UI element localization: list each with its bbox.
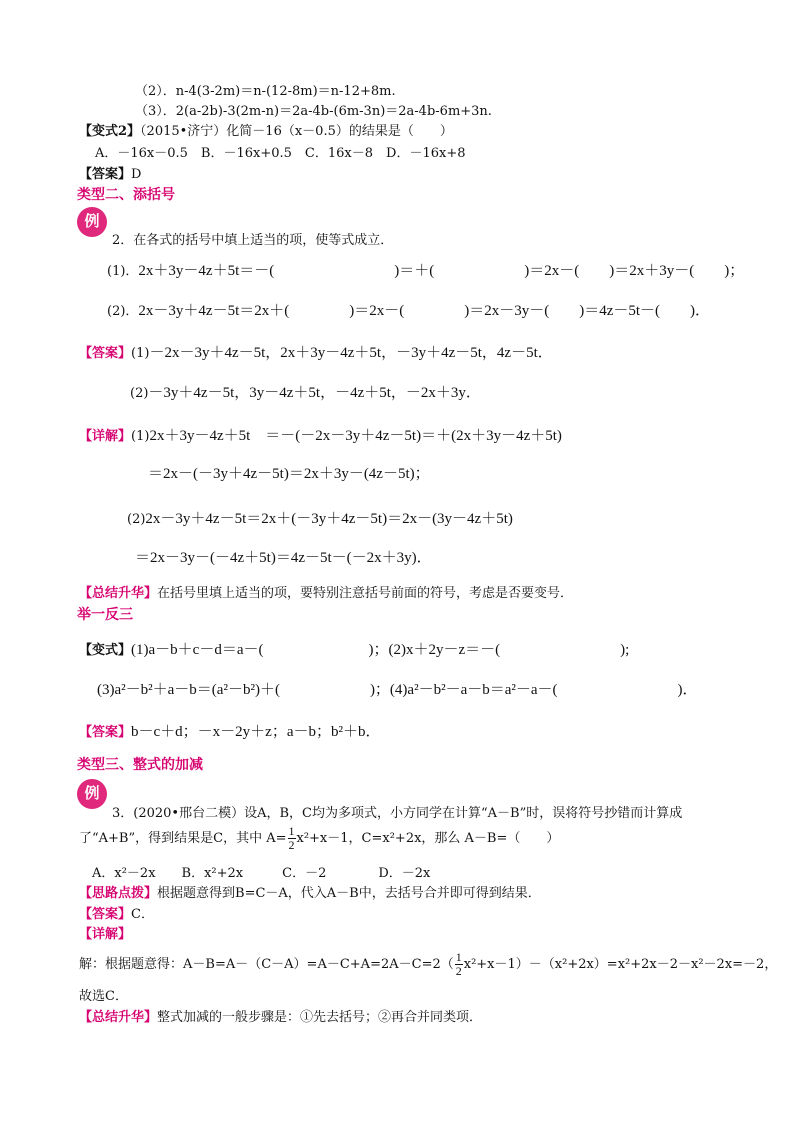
answer2-label: (2) (130, 386, 149, 401)
practice-heading: 举一反三 (77, 607, 133, 623)
example-badge-icon: 例 (77, 207, 107, 237)
type2-detail-2: ＝2x－(－3y＋4z－5t)＝2x＋3y－(4z－5t)； (148, 466, 430, 482)
top-line-2: （2）．n-4(3-2m)＝n-(12-8m)＝n-12+8m. (135, 84, 396, 99)
answer-tag: 【答案】 (79, 907, 132, 922)
variant-tag: 【变式】 (79, 643, 132, 658)
practice-answer-text: b－c＋d；－x－2y＋z；a－b；b²＋b． (131, 724, 381, 740)
type2-part1 (107, 259, 744, 280)
type2-question: 2．在各式的括号中填上适当的项，使等式成立． (112, 233, 394, 248)
variant2-tag: 【变式2】 (79, 124, 141, 139)
variant2-answer (79, 163, 141, 182)
answer-tag: 【答案】 (79, 167, 132, 182)
type2-answer-1 (79, 341, 553, 362)
fraction-denominator: 2 (455, 964, 462, 978)
type3-detail-tag: 【详解】 (79, 927, 132, 942)
detail3-text: 2x－3y＋4z－5t＝2x＋(－3y＋4z－5t)＝2x－(3y－4z＋5t) (145, 511, 513, 527)
variant2-text: （2015•济宁）化简－16（x－0.5）的结果是（ ） (140, 124, 453, 139)
practice-answer (79, 720, 381, 741)
type3-heading: 类型三、整式的加减 (77, 757, 203, 773)
type3-summary (79, 1006, 482, 1025)
variant2-options: A．－16x－0.5 B．－16x+0.5 C．16x－8 D．－16x+8 (95, 146, 466, 161)
variant-line-1: (1)a－b＋c－d＝a－( )；(2)x＋2y－z＝－( ); (131, 642, 630, 658)
fraction-half (455, 951, 463, 978)
detail1-label: (1) (131, 429, 150, 444)
fraction-numerator: 1 (455, 950, 462, 964)
answer1-text: －2x－3y＋4z－5t，2x＋3y－4z＋5t，－3y＋4z－5t，4z－5t． (149, 345, 553, 361)
detail-tag: 【详解】 (79, 429, 132, 444)
summary-tag: 【总结升华】 (79, 1010, 158, 1025)
type3-hint (79, 882, 541, 901)
answer-value: D (131, 167, 142, 182)
variant2-question (79, 120, 453, 139)
type2-heading: 类型二、添括号 (77, 187, 175, 203)
type3-answer (79, 903, 154, 922)
summary-text: 整式加减的一般步骤是：①先去括号；②再合并同类项． (157, 1010, 483, 1025)
type2-detail-4: ＝2x－3y－(－4z＋5t)＝4z－5t－(－2x＋3y)． (135, 550, 432, 566)
hint-tag: 【思路点拨】 (79, 886, 158, 901)
type3-solution (79, 951, 777, 978)
answer-tag: 【答案】 (79, 346, 132, 361)
answer1-label: (1) (131, 346, 150, 361)
answer-value: C． (131, 907, 154, 922)
answer2-text: －3y＋4z－5t，3y－4z＋5t，－4z＋5t，－2x＋3y． (148, 385, 481, 401)
type3-options: A．x²－2x B．x²+2x C．－2 D．－2x (92, 866, 431, 881)
type2-part2 (107, 299, 710, 320)
type3-choice: 故选C． (79, 989, 128, 1004)
type2-answer-2 (130, 381, 481, 402)
type2-summary (79, 582, 573, 601)
type2-detail-3 (127, 507, 513, 528)
part1-label: (1)． (107, 264, 139, 279)
practice-variant-1 (79, 638, 629, 659)
type2-detail-1 (79, 424, 562, 445)
summary-tag: 【总结升华】 (79, 586, 158, 601)
solution-text-b: x²+x－1）－（x²+2x）=x²+2x－2－x²－2x=－2， (463, 957, 778, 972)
part2-equation: 2x－3y＋4z－5t＝2x＋( )＝2x－( )＝2x－3y－( )＝4z－5t－( )． (138, 303, 711, 319)
type3-question-1: 3．(2020•邢台二模）设A，B，C均为多项式，小方同学在计算“A－B”时，误将符号抄错而计算成 (112, 806, 683, 821)
hint-text: 根据题意得到B=C－A，代入A－B中，去括号合并即可得到结果． (157, 886, 541, 901)
example-badge-icon: 例 (77, 779, 107, 809)
top-line-3: （3）．2(a-2b)-3(2m-n)＝2a-4b-(6m-3n)＝2a-4b-6m+3n. (135, 104, 492, 119)
question-text-b: x²+x－1，C=x²+2x，那么 A－B=（ ） (296, 831, 560, 846)
practice-variant-2: (3)a²－b²＋a－b＝(a²－b²)＋( )；(4)a²－b²－a－b＝a²－a－( )． (97, 682, 698, 698)
question-text-a: 了“A+B”，得到结果是C，其中 A= (79, 831, 287, 846)
summary-text: 在括号里填上适当的项，要特别注意括号前面的符号，考虑是否要变号． (157, 586, 574, 601)
solution-text-a: 解：根据题意得：A－B=A－（C－A）=A－C+A=2A－C=2（ (79, 957, 454, 972)
part1-equation: 2x＋3y－4z＋5t＝－( )＝＋( )＝2x－( )＝2x＋3y－( )； (138, 263, 745, 279)
fraction-half (288, 825, 296, 852)
detail1-text: 2x＋3y－4z＋5t ＝－(－2x－3y＋4z－5t)＝＋(2x＋3y－4z＋5t) (149, 428, 562, 444)
fraction-numerator: 1 (288, 824, 295, 838)
detail3-label: (2) (127, 512, 146, 527)
answer-tag: 【答案】 (79, 725, 132, 740)
fraction-denominator: 2 (288, 838, 295, 852)
part2-label: (2)． (107, 304, 139, 319)
type3-question-2 (79, 825, 559, 852)
